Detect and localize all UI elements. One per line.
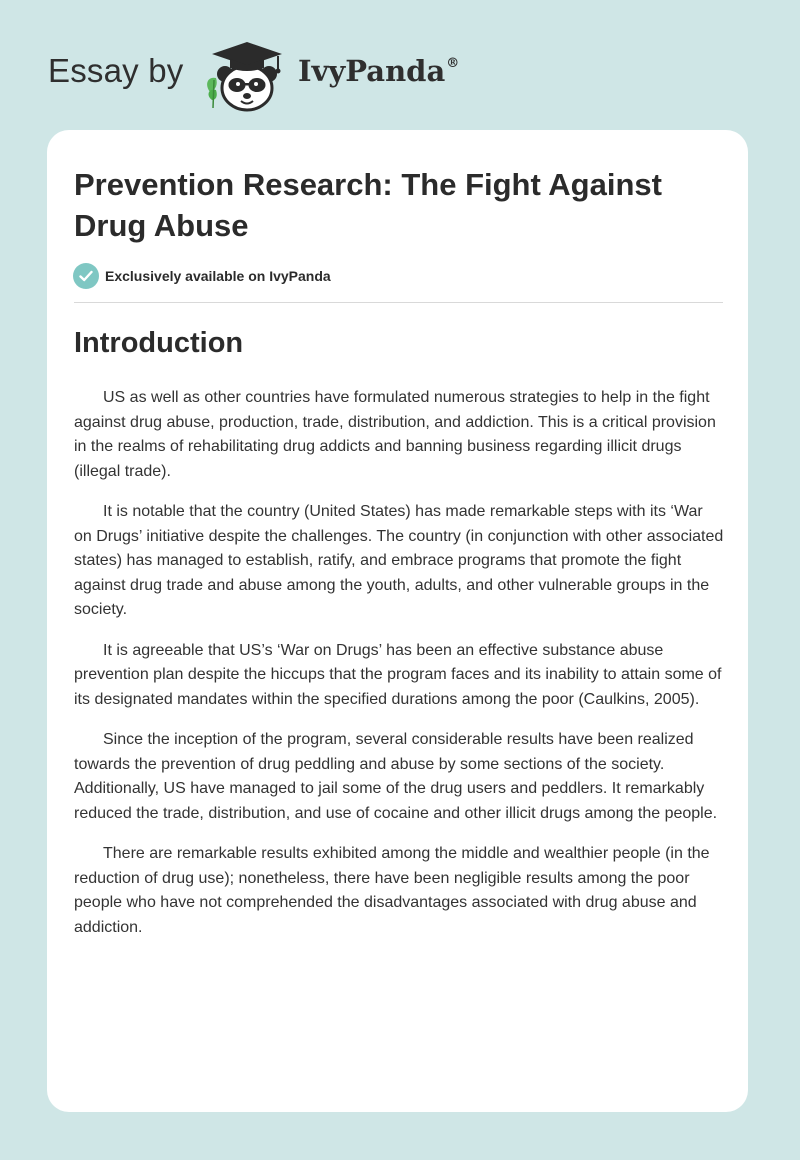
section-heading-introduction: Introduction (74, 327, 244, 359)
brand-prefix: Essay by (48, 52, 184, 89)
divider (74, 302, 723, 303)
registered-mark: ® (446, 56, 460, 72)
exclusive-badge (73, 263, 331, 289)
paragraph: There are remarkable results exhibited among the middle and wealthier people (in the reduction of drug use); nonetheless, there have been negligible results among the poor people who have not comprehended the disadvantages associated with drug abuse and addiction. (74, 845, 710, 936)
essay-title: Prevention Research: The Fight Against Drug Abuse (74, 167, 662, 243)
essay-body (74, 386, 724, 956)
brand-name-text: IvyPanda (298, 54, 446, 88)
essay-card (47, 130, 748, 1112)
paragraph: US as well as other countries have formulated numerous strategies to help in the fight against drug abuse, production, trade, distribution, and addiction. This is a critical provision in the realms of rehabilitating drug addicts and banning business regarding illicit drugs (illegal trade). (74, 389, 716, 480)
paragraph: Since the inception of the program, several considerable results have been realized towards the prevention of drug peddling and abuse by some sections of the society. Additionally, US have managed to jail some of the drug users and peddlers. It remarkably reduced the trade, distribution, and use of cocaine and other illicit drugs among the people. (74, 731, 718, 822)
paragraph: It is agreeable that US’s ‘War on Drugs’ has been an effective substance abuse prevention plan despite the hiccups that the program faces and its inability to attain some of its designated mandates within the specified durations among the poor (Caulkins, 2005). (74, 641, 722, 708)
exclusive-label: Exclusively available on IvyPanda (105, 268, 331, 284)
panda-logo-icon[interactable] (200, 34, 292, 114)
brand-name[interactable] (298, 54, 459, 88)
check-circle-icon (73, 263, 99, 289)
brand-header (48, 34, 508, 114)
paragraph: It is notable that the country (United States) has made remarkable steps with its ‘War on Drugs’ initiative despite the challenges. The country (in conjunction with other associated states) has managed to establish, ratify, and embrace programs that promote the fight against drug trade and abuse among the youth, adults, and other vulnerable groups in the society. (74, 503, 724, 618)
